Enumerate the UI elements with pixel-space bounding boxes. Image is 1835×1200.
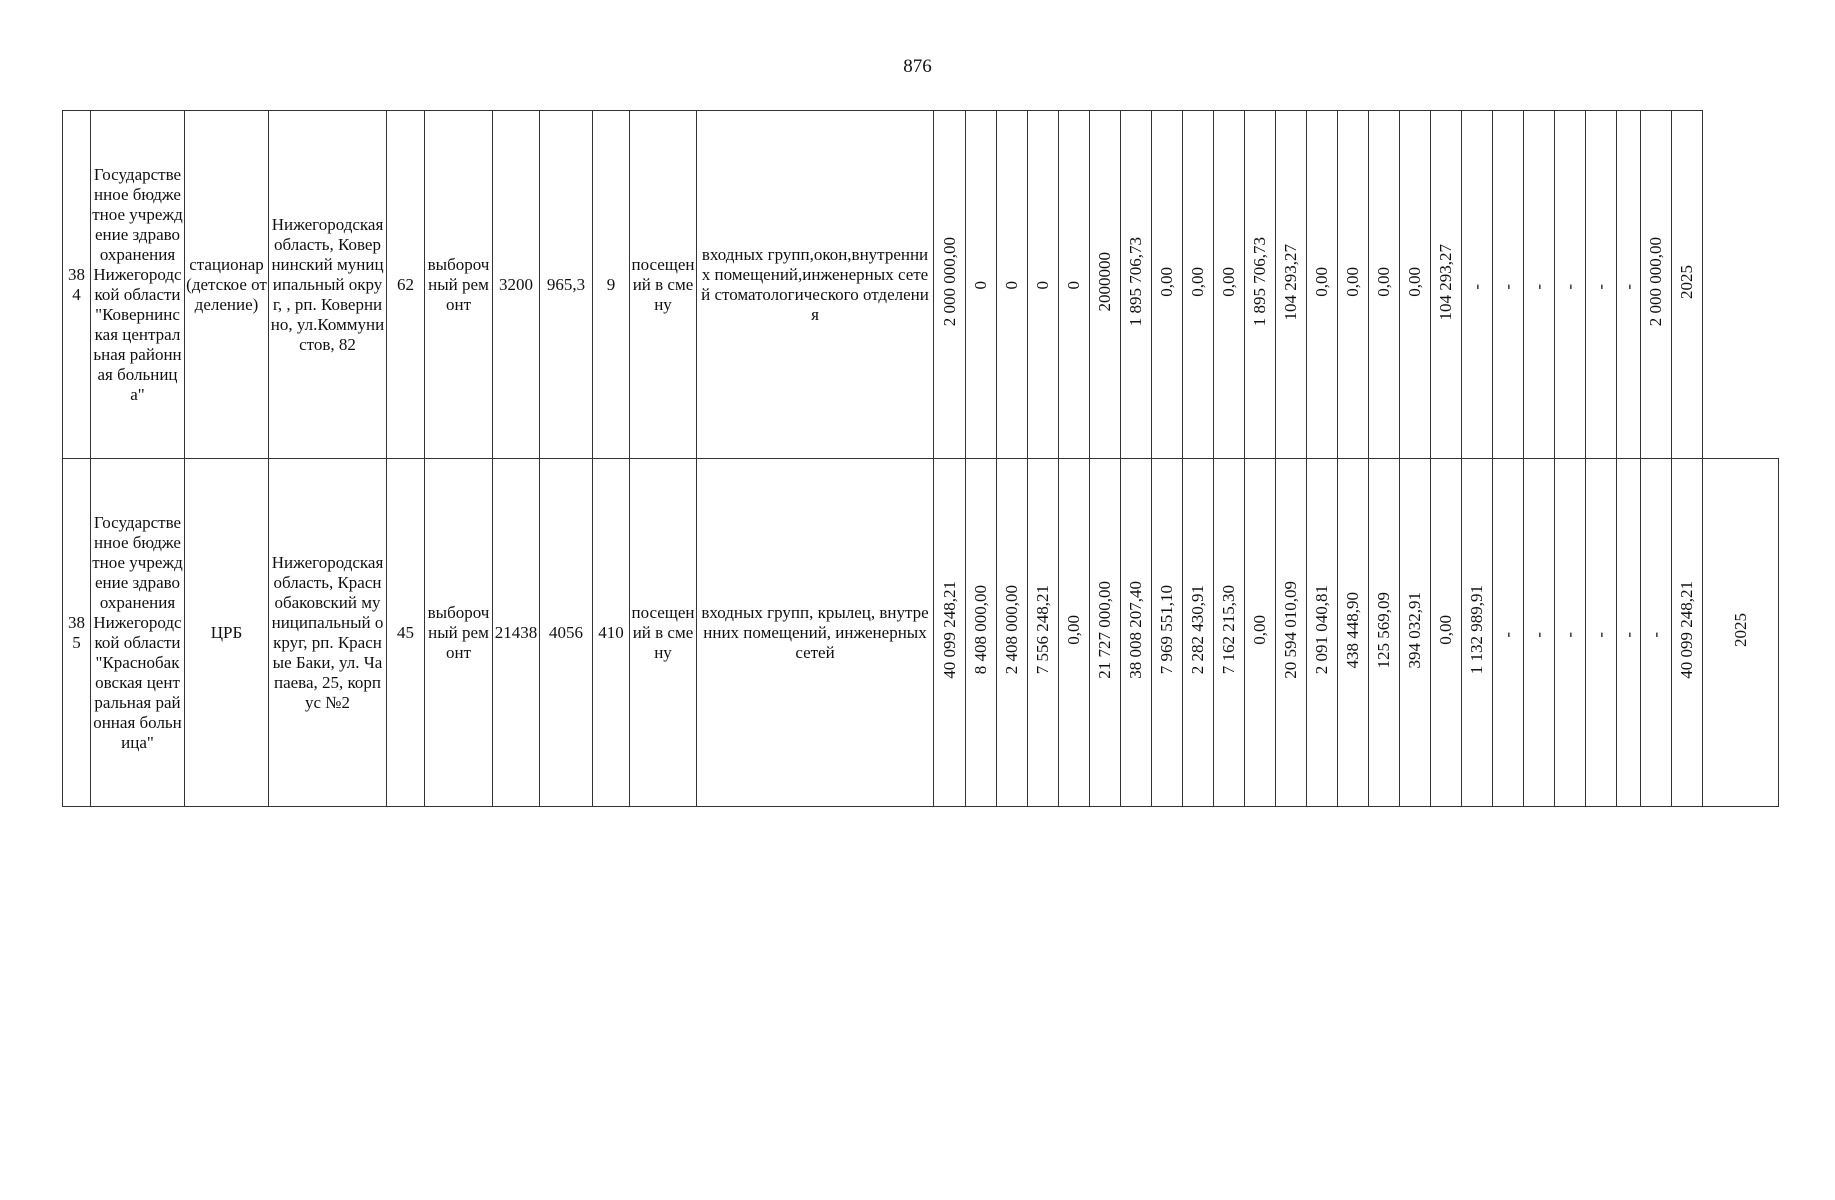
amount-value: 0 [1033, 281, 1052, 290]
amount-cell [1276, 459, 1307, 807]
amount-value: 20 594 010,09 [1281, 581, 1300, 679]
row-number: 384 [68, 264, 85, 304]
amount-cell [966, 459, 997, 807]
work-description: входных групп,окон,внутренних помещений,инженерных сетей стоматологического отделения [701, 244, 929, 324]
amount-value: 0,00 [1064, 615, 1083, 645]
amount-value: 40 099 248,21 [1677, 581, 1696, 679]
amount-value: 2 000 000,00 [939, 237, 959, 327]
work-type-cell [425, 111, 493, 459]
amount-cell [1090, 459, 1121, 807]
organization-name-cell [91, 459, 185, 807]
facility-type: ЦРБ [210, 622, 243, 642]
amount-value: 0,00 [1343, 267, 1362, 297]
amount-value: 2025 [1677, 265, 1696, 299]
column-6-value-cell [493, 111, 540, 459]
amount-value: 40 099 248,21 [939, 581, 959, 679]
amount-cell [1462, 111, 1493, 459]
amount-value: 7 969 551,10 [1157, 585, 1176, 675]
amount-cell [1524, 459, 1555, 807]
organization-name: Государственное бюджетное учреждение здравоохранения Нижегородской области "Краснобаковская центральная районная больница" [92, 512, 183, 752]
table-row [63, 459, 1779, 807]
amount-cell [1183, 459, 1214, 807]
amount-value: 0 [971, 281, 990, 290]
amount-cell [1641, 459, 1672, 807]
amount-value: 125 569,09 [1374, 591, 1393, 669]
amount-cell [1400, 459, 1431, 807]
column-4-value: 45 [397, 622, 414, 642]
amount-value: - [1529, 631, 1548, 638]
work-type: выборочный ремонт [427, 254, 490, 314]
amount-cell [1059, 111, 1090, 459]
amount-cell [997, 111, 1028, 459]
amount-cell [1672, 111, 1703, 459]
organization-name: Государственное бюджетное учреждение здравоохранения Нижегородской области "Ковернинская центральная районная больница" [92, 164, 183, 404]
amount-value: 38 008 207,40 [1126, 581, 1145, 679]
capacity-value: 410 [598, 622, 624, 642]
amount-cell [1214, 459, 1245, 807]
amount-cell [1121, 459, 1152, 807]
amount-cell [934, 111, 966, 459]
column-4-value: 62 [397, 274, 414, 294]
facility-type-cell [185, 111, 269, 459]
amount-cell [1245, 459, 1276, 807]
column-7-value: 965,3 [546, 274, 586, 294]
amount-cell [1338, 111, 1369, 459]
amount-cell [1493, 459, 1524, 807]
amount-value: 0,00 [1188, 267, 1207, 297]
amount-cell [1307, 111, 1338, 459]
amount-value: - [1591, 283, 1610, 290]
amount-value: 394 032,91 [1405, 591, 1424, 669]
amount-cell [1028, 459, 1059, 807]
amount-value: 0,00 [1312, 267, 1331, 297]
address-cell [269, 111, 387, 459]
amount-value: - [1618, 631, 1638, 638]
amount-cell [1214, 111, 1245, 459]
capacity-value-cell [593, 459, 630, 807]
amount-value: - [1467, 283, 1486, 290]
amount-cell [1028, 111, 1059, 459]
table-row [63, 111, 1779, 459]
amount-cell [1524, 111, 1555, 459]
amount-value: 0,00 [1436, 615, 1455, 645]
amount-value: 104 293,27 [1281, 243, 1300, 321]
amount-value: 0,00 [1219, 267, 1238, 297]
amount-value: - [1591, 631, 1610, 638]
column-6-value: 3200 [499, 274, 533, 294]
capacity-unit: посещений в смену [631, 254, 695, 314]
amount-value: 0 [1002, 281, 1021, 290]
amount-cell [934, 459, 966, 807]
capacity-value: 9 [606, 274, 616, 294]
amount-cell [1090, 111, 1121, 459]
amount-value: - [1529, 283, 1548, 290]
amount-cell [1245, 111, 1276, 459]
amount-cell [1617, 459, 1641, 807]
amount-cell [1431, 111, 1462, 459]
page-number: 876 [903, 56, 932, 77]
amount-cell [1586, 111, 1617, 459]
amount-cell [1672, 459, 1703, 807]
column-7-value: 4056 [549, 622, 583, 642]
work-description-cell [697, 459, 934, 807]
amount-value: 1 895 706,73 [1126, 237, 1145, 327]
amount-value: 1 132 989,91 [1467, 585, 1486, 675]
amount-cell [1431, 459, 1462, 807]
amount-cell [997, 459, 1028, 807]
amount-value: 1 895 706,73 [1250, 237, 1269, 327]
capacity-unit-cell [630, 459, 697, 807]
column-4-value-cell [387, 459, 425, 807]
amount-value: 0,00 [1374, 267, 1393, 297]
amount-cell [1369, 111, 1400, 459]
amount-value: - [1560, 631, 1579, 638]
work-description: входных групп, крылец, внутренних помещений, инженерных сетей [701, 602, 929, 662]
amount-value: 0 [1064, 281, 1083, 290]
amount-value: - [1560, 283, 1579, 290]
amount-value: - [1498, 283, 1517, 290]
column-7-value-cell [540, 111, 593, 459]
register-table [62, 110, 1779, 807]
amount-value: 7 162 215,30 [1219, 585, 1238, 675]
amount-cell [1617, 111, 1641, 459]
amount-value: 21 727 000,00 [1095, 581, 1114, 679]
amount-cell [1152, 459, 1183, 807]
row-number-cell [63, 459, 91, 807]
amount-cell [1059, 459, 1090, 807]
column-6-value: 21438 [494, 622, 538, 642]
amount-value: 104 293,27 [1436, 243, 1455, 321]
row-number: 385 [68, 612, 85, 652]
amount-value: 2 091 040,81 [1312, 585, 1331, 675]
amount-value: - [1498, 631, 1517, 638]
column-7-value-cell [540, 459, 593, 807]
amount-cell [1338, 459, 1369, 807]
amount-value: 8 408 000,00 [971, 585, 990, 675]
address: Нижегородская область, Ковернинский муниципальный округ, , рп. Ковернино, ул.Коммунистов, 82 [270, 214, 385, 354]
amount-cell [1183, 111, 1214, 459]
amount-value: 2 408 000,00 [1002, 585, 1021, 675]
amount-cell [1121, 111, 1152, 459]
amount-cell [1307, 459, 1338, 807]
column-4-value-cell [387, 111, 425, 459]
amount-value: 0,00 [1157, 267, 1176, 297]
work-description-cell [697, 111, 934, 459]
capacity-value-cell [593, 111, 630, 459]
amount-value: 0,00 [1405, 267, 1424, 297]
organization-name-cell [91, 111, 185, 459]
amount-cell [1462, 459, 1493, 807]
facility-type: стационар (детское отделение) [186, 254, 267, 314]
amount-value: 2 000 000,00 [1646, 237, 1665, 327]
amount-value: 2 282 430,91 [1188, 585, 1207, 675]
column-6-value-cell [493, 459, 540, 807]
amount-value: 0,00 [1250, 615, 1269, 645]
address: Нижегородская область, Краснобаковский муниципальный округ, рп. Красные Баки, ул. Чапаева, 25, корпус №2 [271, 552, 384, 712]
amount-value: 438 448,90 [1343, 591, 1362, 669]
amount-value: 2000000 [1095, 252, 1114, 312]
amount-value: - [1646, 631, 1665, 638]
address-cell [269, 459, 387, 807]
amount-cell [1400, 111, 1431, 459]
amount-cell [1555, 459, 1586, 807]
work-type-cell [425, 459, 493, 807]
amount-cell [1555, 111, 1586, 459]
amount-value: - [1618, 283, 1638, 290]
amount-value: 7 556 248,21 [1033, 585, 1052, 675]
amount-cell [1586, 459, 1617, 807]
capacity-unit-cell [630, 111, 697, 459]
amount-value: 2025 [1730, 613, 1750, 647]
amount-cell [1369, 459, 1400, 807]
capacity-unit: посещений в смену [631, 602, 695, 662]
amount-cell [1493, 111, 1524, 459]
work-type: выборочный ремонт [427, 602, 490, 662]
amount-cell [966, 111, 997, 459]
row-number-cell [63, 111, 91, 459]
amount-cell [1152, 111, 1183, 459]
amount-cell [1703, 459, 1779, 807]
facility-type-cell [185, 459, 269, 807]
amount-cell [1641, 111, 1672, 459]
amount-cell [1276, 111, 1307, 459]
